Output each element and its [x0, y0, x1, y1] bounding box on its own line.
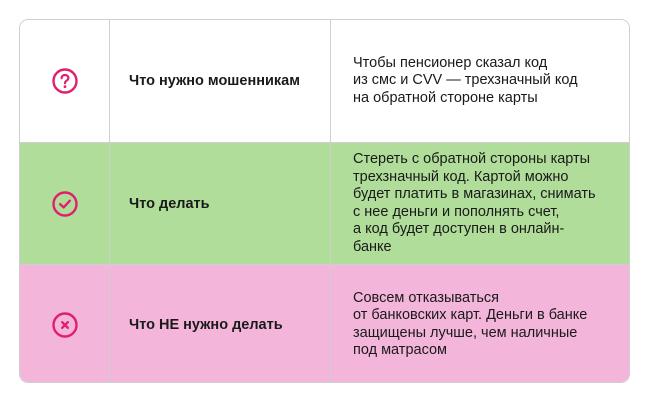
question-circle-icon [51, 67, 79, 95]
check-circle-icon [51, 190, 79, 218]
row-label [110, 143, 331, 264]
icon-cell [20, 143, 110, 264]
icon-cell [20, 265, 110, 383]
table-row-what-to-do [20, 142, 629, 264]
row-description [331, 265, 629, 383]
icon-cell [20, 20, 110, 142]
row-label-text: Что нужно мошенникам [129, 73, 300, 89]
row-description-text: Совсем отказываться от банковских карт. Деньги в банке защищены лучше, чем наличные под матрасом [353, 289, 588, 358]
row-description-text: Чтобы пенсионер сказал код из смс и CVV — трехзначный код на обратной стороне карты [353, 54, 578, 106]
cross-circle-icon [51, 311, 79, 339]
row-description [331, 143, 629, 264]
row-label-text: Что НЕ нужно делать [129, 316, 283, 333]
row-description-text: Стереть с обратной стороны карты трехзначный код. Картой можно будет платить в магазинах, снимать с нее деньги и пополнять счет, а код будет доступен в онлайн- банке [353, 151, 596, 255]
table-row-fraud-needs [20, 20, 629, 142]
row-label [110, 20, 331, 142]
info-table [19, 19, 630, 383]
row-label-text: Что делать [129, 195, 210, 212]
table-row-what-not-to-do [20, 264, 629, 383]
row-description [331, 20, 629, 142]
row-label [110, 265, 331, 383]
